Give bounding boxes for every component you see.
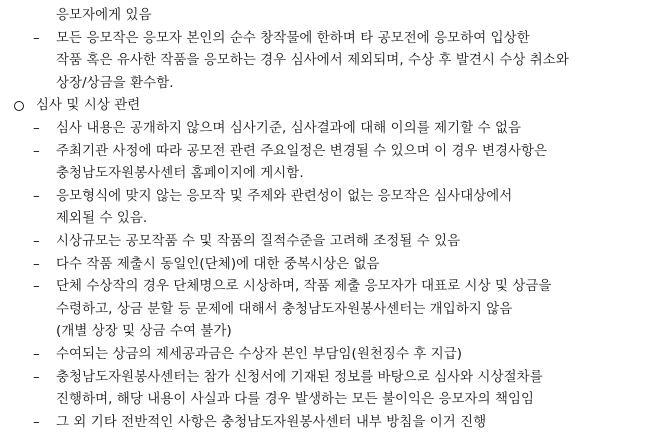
dash-bullet: –: [33, 370, 40, 385]
text-line: 심사 내용은 공개하지 않으며 심사기준, 심사결과에 대해 이의를 제기할 수 없음: [56, 121, 522, 136]
dash-bullet: –: [33, 189, 40, 204]
text-line: 제외될 수 있음.: [56, 211, 148, 226]
text-line: 진행하며, 해당 내용이 사실과 다를 경우 발생하는 모든 불이익은 응모자의 책임임: [56, 392, 535, 407]
text-line: 모든 응모작은 응모자 본인의 순수 창작물에 한하며 타 공모전에 응모하여 입상한: [56, 31, 530, 46]
text-line: 충청남도자원봉사센터 홈페이지에 게시함.: [56, 166, 304, 181]
text-line: 응모자에게 있음: [56, 8, 152, 23]
text-line: 시상규모는 공모작품 수 및 작품의 질적수준을 고려해 조정될 수 있음: [56, 234, 461, 249]
section-heading: 심사 및 시상 관련: [36, 98, 141, 113]
text-line: 다수 작품 제출시 동일인(단체)에 대한 중복시상은 없음: [56, 257, 380, 272]
dash-bullet: –: [33, 121, 40, 136]
text-line: 주최기관 사정에 따라 공모전 관련 주요일정은 변경될 수 있으며 이 경우 변경사항은: [56, 144, 548, 159]
text-line: 충청남도자원봉사센터는 참가 신청서에 기재된 정보를 바탕으로 심사와 시상절차를: [56, 370, 543, 385]
text-line: 응모형식에 맞지 않는 응모작 및 주제와 관련성이 없는 응모작은 심사대상에서: [56, 189, 513, 204]
text-line: (개별 상장 및 상금 수여 불가): [56, 324, 232, 339]
dash-bullet: –: [33, 415, 40, 430]
text-line: 그 외 기타 전반적인 사항은 충청남도자원봉사센터 내부 방침을 이거 진행: [56, 415, 487, 430]
text-line: 수령하고, 상금 분할 등 문제에 대해서 충청남도자원봉사센터는 개입하지 않음: [56, 302, 513, 317]
dash-bullet: –: [33, 279, 40, 294]
text-line: 수여되는 상금의 제세공과금은 수상자 본인 부담임(원천징수 후 지급): [56, 347, 463, 362]
dash-bullet: –: [33, 144, 40, 159]
dash-bullet: –: [33, 347, 40, 362]
text-line: 작품 혹은 유사한 작품을 응모하는 경우 심사에서 제외되며, 수상 후 발견시 수상 취소와: [56, 53, 569, 68]
circle-bullet-icon: [14, 101, 24, 111]
dash-bullet: –: [33, 257, 40, 272]
text-line: 단체 수상작의 경우 단체명으로 시상하며, 작품 제출 응모자가 대표로 시상 및 상금을: [56, 279, 552, 294]
dash-bullet: –: [33, 234, 40, 249]
dash-bullet: –: [33, 31, 40, 46]
text-line: 상장/상금을 환수함.: [56, 76, 174, 91]
